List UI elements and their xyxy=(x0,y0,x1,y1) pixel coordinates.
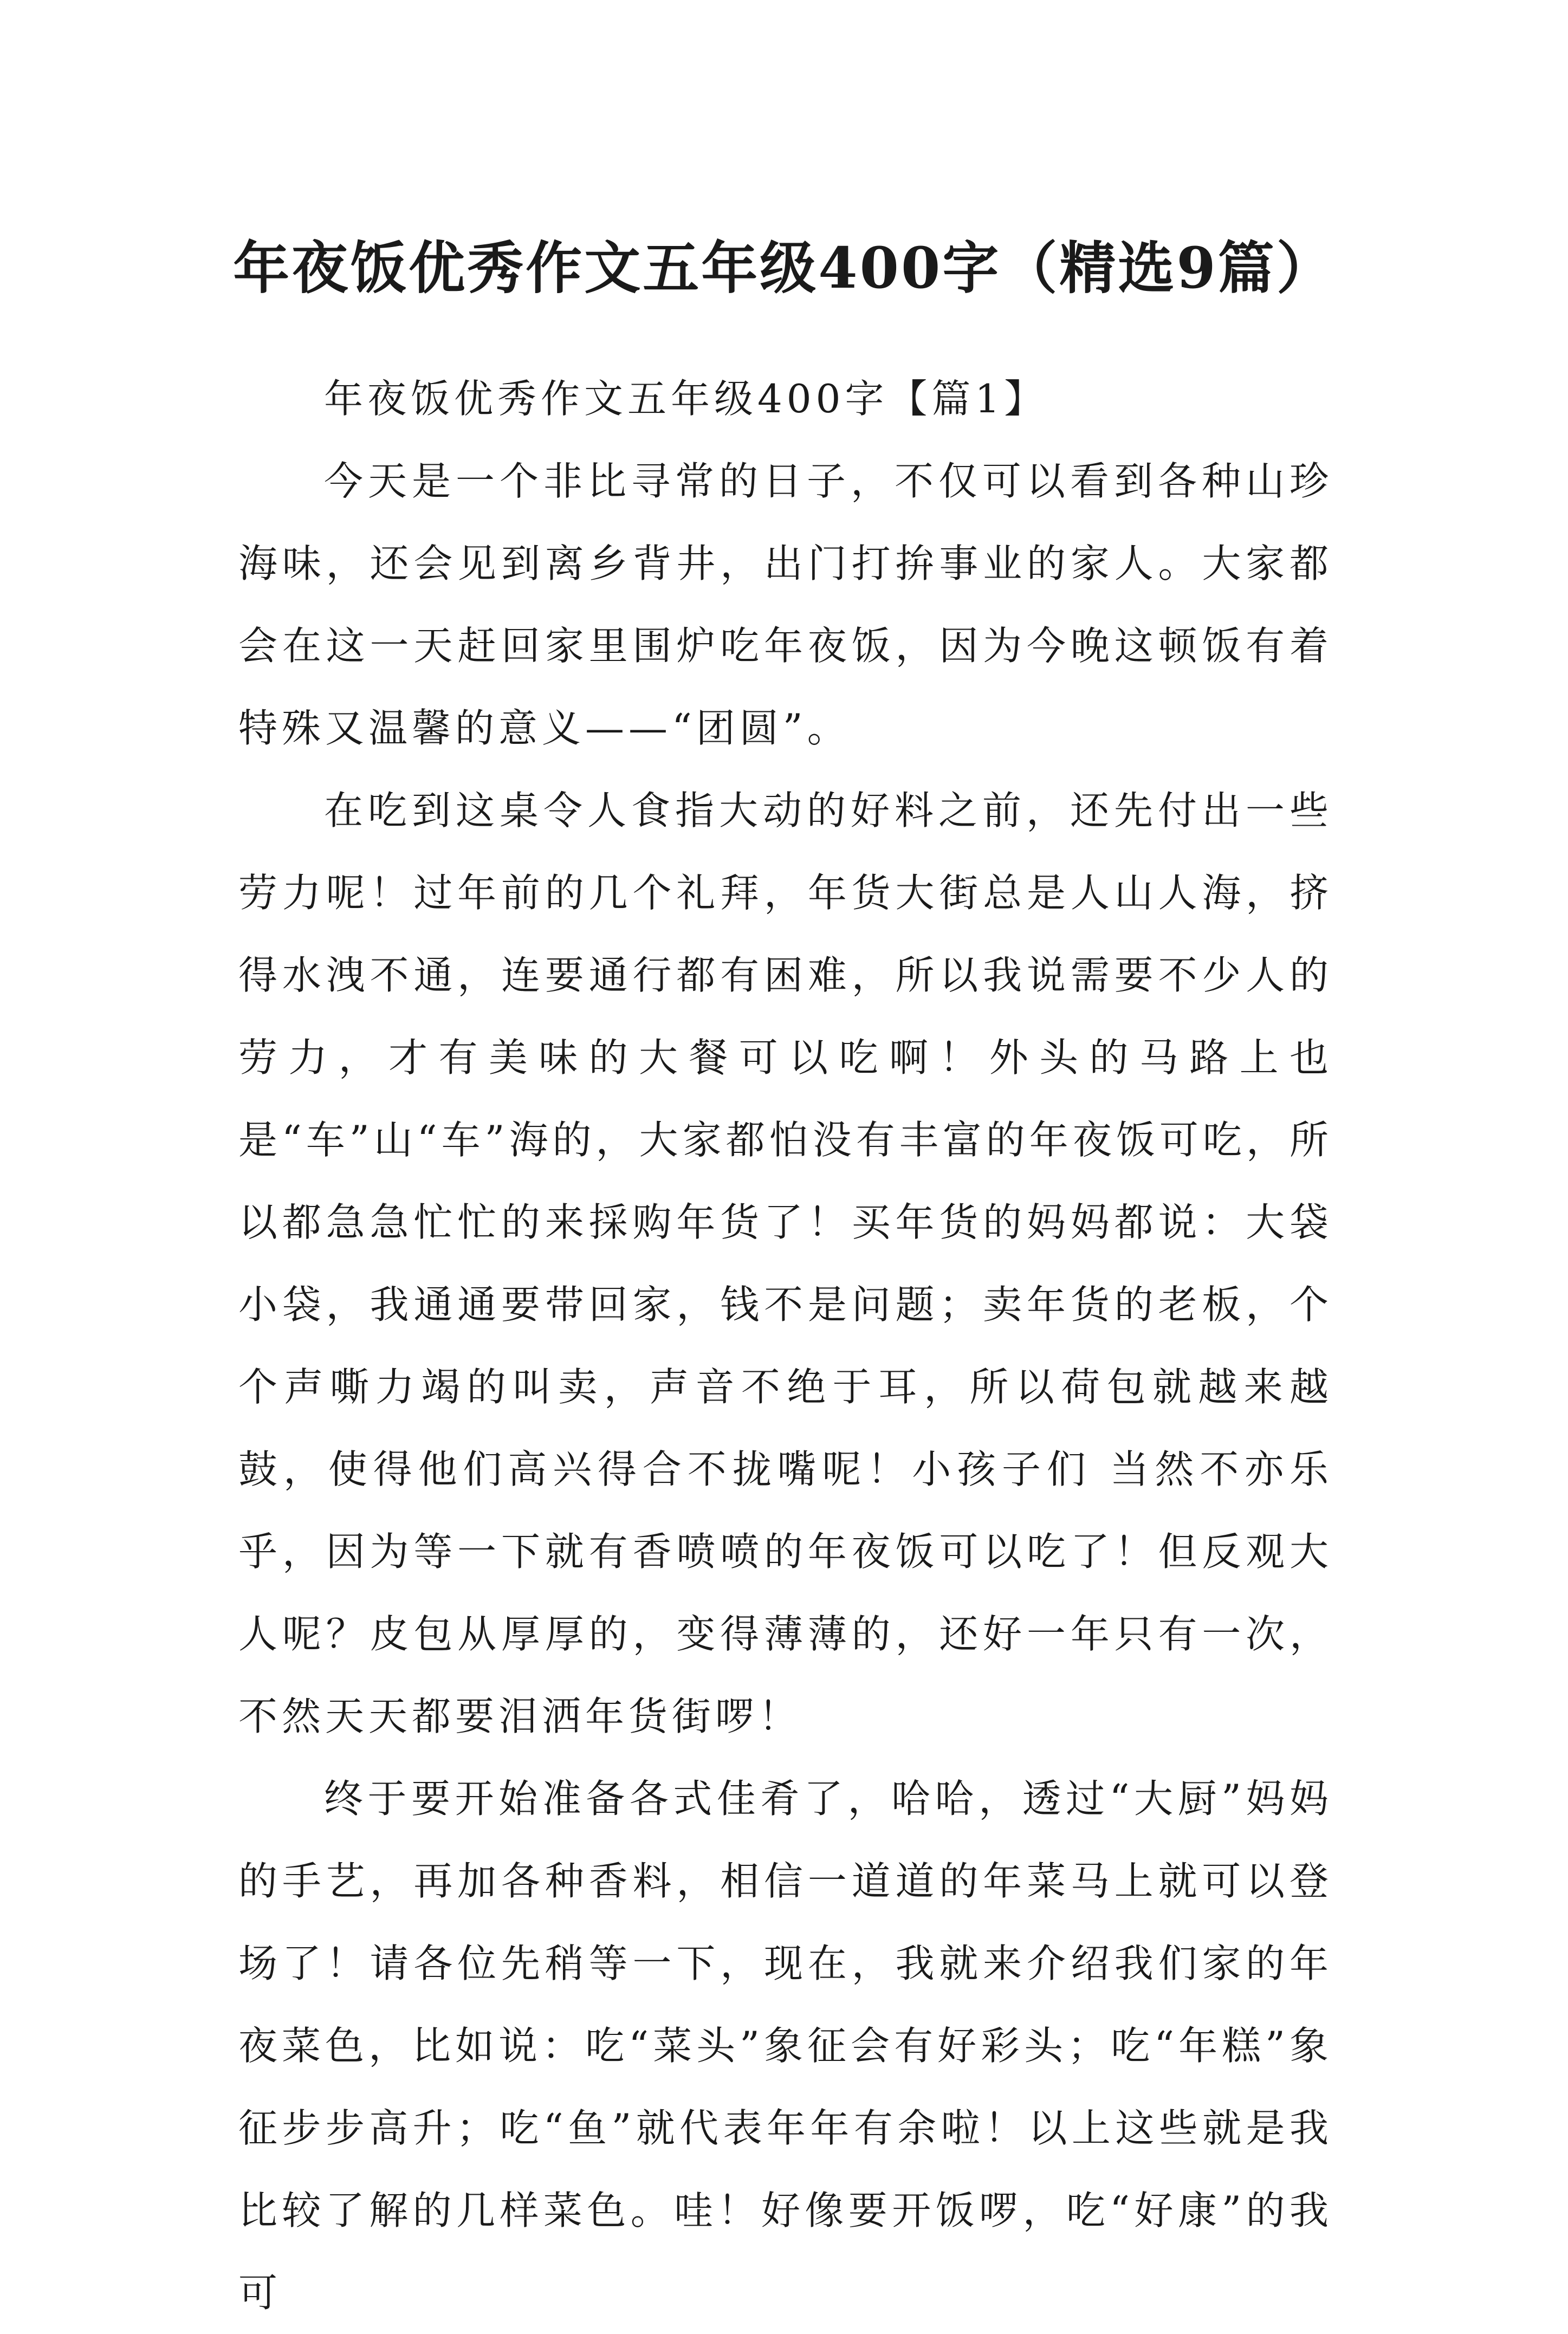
document-title: 年夜饭优秀作文五年级400字（精选9篇） xyxy=(233,234,1335,301)
paragraph: 今天是一个非比寻常的日子，不仅可以看到各种山珍海味，还会见到离乡背井，出门打拚事业的家人。大家都会在这一天赶回家里围炉吃年夜饭，因为今晚这顿饭有着特殊又温馨的意义——“团圆”。 xyxy=(238,458,1333,751)
paragraph: 在吃到这桌令人食指大动的好料之前，还先付出一些劳力呢！过年前的几个礼拜，年货大街总是人山人海，挤得水洩不通，连要通行都有困难，所以我说需要不少人的劳力，才有美味的大餐可以吃啊！外头的马路上也是“车”山“车”海的，大家都怕没有丰富的年夜饭可吃，所以都急急忙忙的来採购年货了！买年货的妈妈都说：大袋小袋，我通通要带回家，钱不是问题；卖年货的老板，个个声嘶力竭的叫卖，声音不绝于耳，所以荷包就越来越鼓，使得他们高兴得合不拢嘴呢！小孩子们 当然不亦乐乎，因为等一下就有香喷喷的年夜饭可以吃了！但反观大人呢？皮包从厚厚的，变得薄薄的，还好一年只有一次，不然天天都要泪洒年货街啰！ xyxy=(238,788,1333,1739)
paragraph: 终于要开始准备各式佳肴了，哈哈，透过“大厨”妈妈的手艺，再加各种香料，相信一道道的年菜马上就可以登场了！请各位先稍等一下，现在，我就来介绍我们家的年夜菜色，比如说：吃“菜头”象征会有好彩头；吃“年糕”象征步步高升；吃“鱼”就代表年年有余啦！以上这些就是我比较了解的几样菜色。哇！好像要开饭啰，吃“好康”的我可 xyxy=(238,1776,1333,2316)
section-heading: 年夜饭优秀作文五年级400字【篇1】 xyxy=(324,376,1048,422)
document-body xyxy=(238,358,1333,2334)
